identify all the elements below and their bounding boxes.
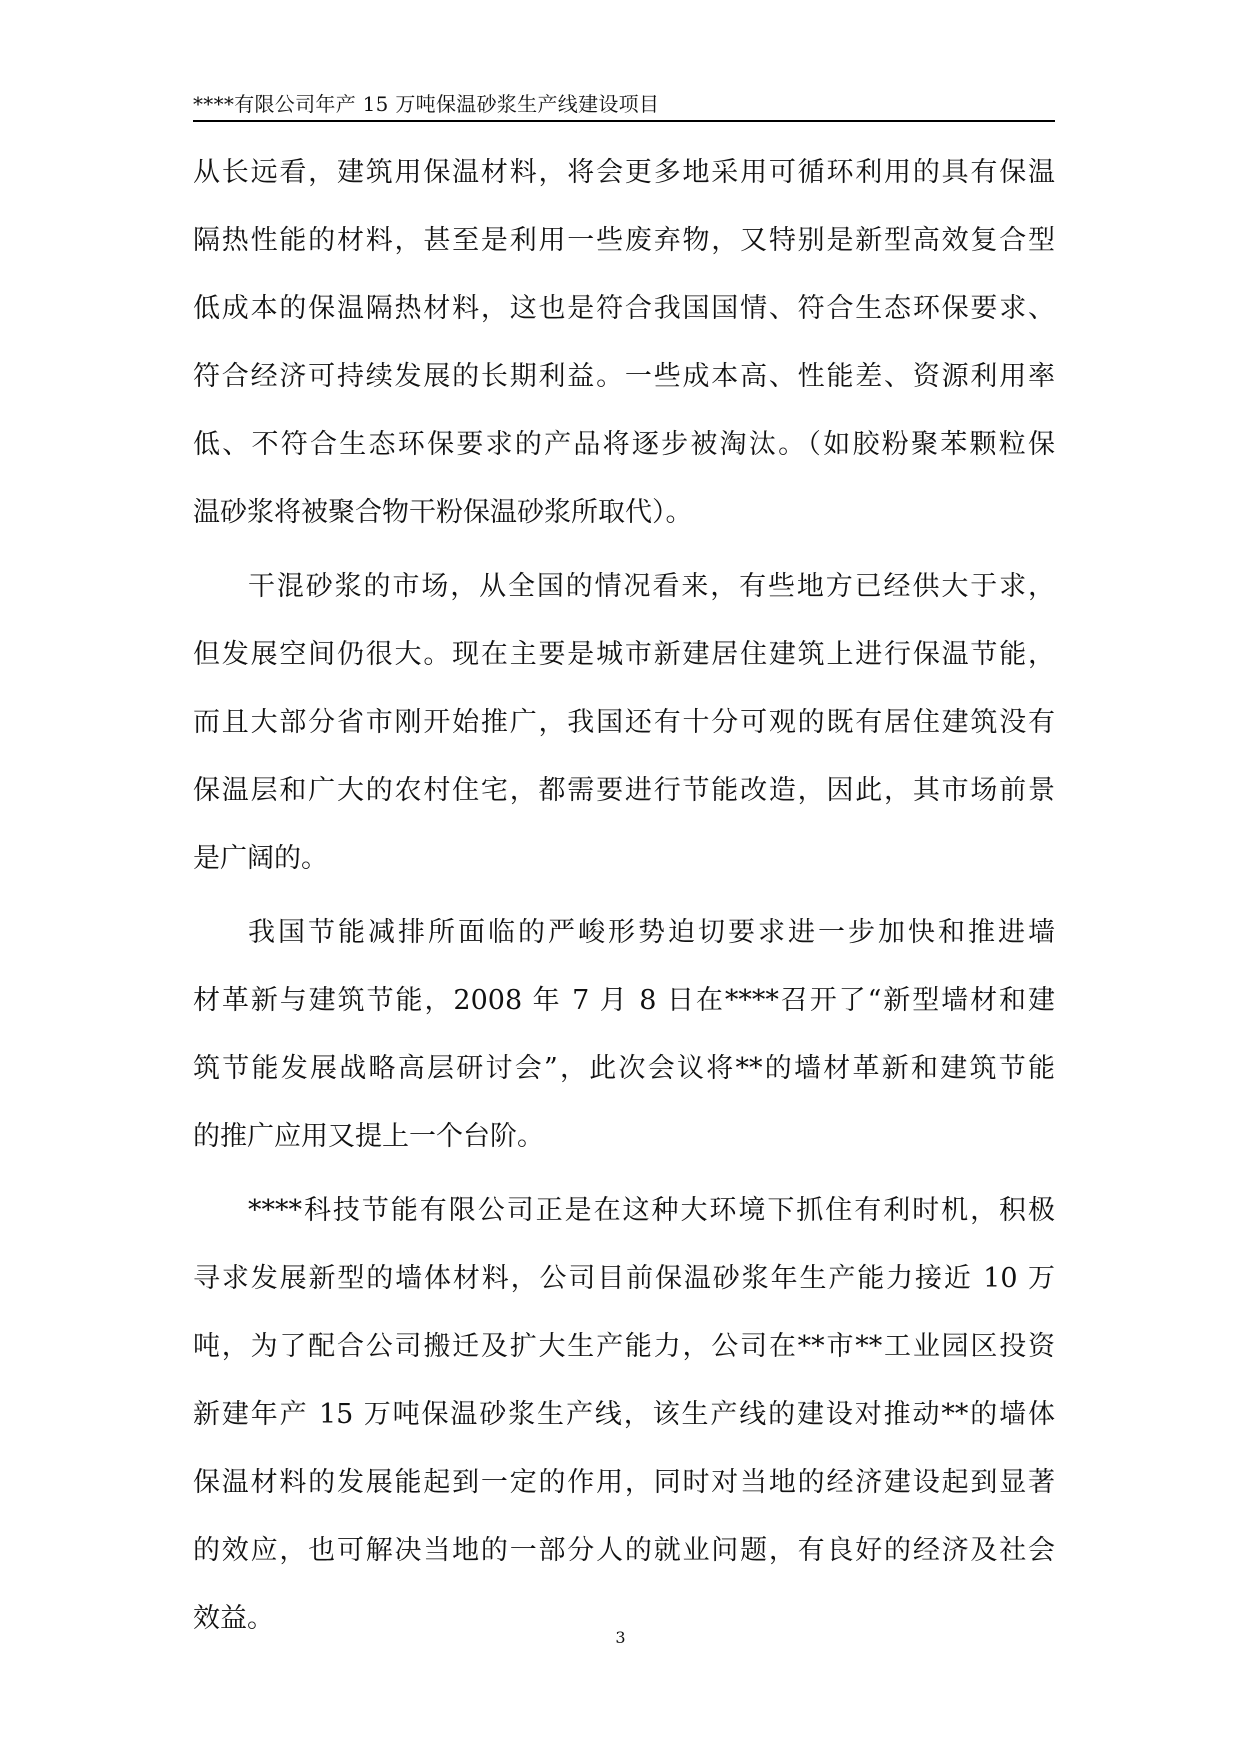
text-line: 我国节能减排所面临的严峻形势迫切要求进一步加快和推进墙 <box>248 917 1055 948</box>
text-line: 温砂浆将被聚合物干粉保温砂浆所取代）。 <box>193 497 693 528</box>
page-number: 3 <box>615 1628 626 1647</box>
text-line: 吨，为了配合公司搬迁及扩大生产能力，公司在**市**工业园区投资 <box>193 1331 1055 1362</box>
text-line: 从长远看，建筑用保温材料，将会更多地采用可循环利用的具有保温 <box>193 157 1055 188</box>
text-line: 保温材料的发展能起到一定的作用，同时对当地的经济建设起到显著 <box>193 1467 1055 1498</box>
text-line: 低、不符合生态环保要求的产品将逐步被淘汰。（如胶粉聚苯颗粒保 <box>193 429 1055 460</box>
text-line: 是广阔的。 <box>193 843 328 874</box>
page-header <box>193 86 1055 122</box>
header-title: ****有限公司年产 15 万吨保温砂浆生产线建设项目 <box>193 92 660 116</box>
text-line: 保温层和广大的农村住宅，都需要进行节能改造，因此，其市场前景 <box>193 775 1055 806</box>
text-line: 但发展空间仍很大。现在主要是城市新建居住建筑上进行保温节能， <box>193 639 1055 670</box>
text-line: 材革新与建筑节能，2008 年 7 月 8 日在****召开了“新型墙材和建 <box>193 985 1055 1016</box>
text-line: 隔热性能的材料，甚至是利用一些废弃物，又特别是新型高效复合型 <box>193 225 1055 256</box>
text-line: 干混砂浆的市场，从全国的情况看来，有些地方已经供大于求， <box>248 571 1055 602</box>
text-line: 的效应，也可解决当地的一部分人的就业问题，有良好的经济及社会 <box>193 1535 1055 1566</box>
text-line: 新建年产 15 万吨保温砂浆生产线，该生产线的建设对推动**的墙体 <box>193 1399 1055 1430</box>
text-line: 的推广应用又提上一个台阶。 <box>193 1121 544 1152</box>
text-line: 符合经济可持续发展的长期利益。一些成本高、性能差、资源利用率 <box>193 361 1055 392</box>
text-line: ****科技节能有限公司正是在这种大环境下抓住有利时机，积极 <box>248 1195 1055 1226</box>
text-line: 低成本的保温隔热材料，这也是符合我国国情、符合生态环保要求、 <box>193 293 1055 324</box>
text-line: 筑节能发展战略高层研讨会”，此次会议将**的墙材革新和建筑节能 <box>193 1053 1055 1084</box>
text-line: 而且大部分省市刚开始推广，我国还有十分可观的既有居住建筑没有 <box>193 707 1055 738</box>
text-line: 效益。 <box>193 1603 274 1634</box>
text-line: 寻求发展新型的墙体材料，公司目前保温砂浆年生产能力接近 10 万 <box>193 1263 1055 1294</box>
